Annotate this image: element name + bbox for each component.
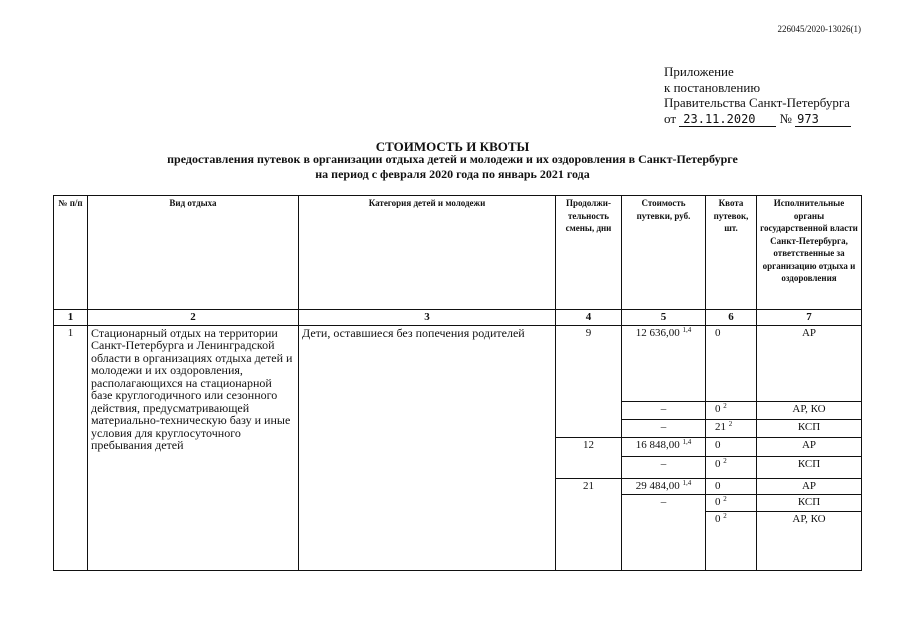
footnote-ref: 2 — [723, 511, 727, 520]
quota-cell — [706, 456, 757, 478]
authority-cell: КСП — [757, 494, 862, 511]
document-title: СТОИМОСТЬ И КВОТЫ — [375, 139, 530, 154]
quota-value: 0 — [715, 438, 721, 451]
quota-cell — [706, 419, 757, 437]
duration-days: 21 — [556, 478, 622, 570]
table-row — [54, 325, 862, 401]
header-duration: Продолжи-тельность смены, дни — [556, 196, 622, 310]
quota-value: 0 — [715, 457, 721, 470]
footnote-ref: 1,4 — [682, 325, 692, 334]
column-number: 5 — [622, 310, 706, 326]
quota-cell — [706, 494, 757, 511]
column-number: 7 — [757, 310, 862, 326]
quota-cell — [706, 511, 757, 570]
cost-value: 29 484,00 — [635, 479, 680, 492]
authority-cell: АР — [757, 478, 862, 494]
document-subtitle-1: предоставления путевок в организации отдыха детей и молодежи и их оздоровления в Санкт-Петербурге — [167, 152, 738, 166]
cost-dash: – — [622, 419, 706, 437]
cost-cell — [622, 478, 706, 494]
footnote-ref: 2 — [723, 401, 727, 410]
column-number: 4 — [556, 310, 622, 326]
row-number: 1 — [54, 325, 88, 570]
footnote-ref: 2 — [728, 419, 733, 428]
appendix-line-1: Приложение — [664, 64, 734, 79]
header-cost: Стоимость путевки, руб. — [622, 196, 706, 310]
youth-category: Дети, оставшиеся без попечения родителей — [299, 325, 556, 570]
authority-cell: АР, КО — [757, 401, 862, 419]
number-prefix: № — [779, 110, 792, 126]
resolution-date: 23.11.2020 — [679, 113, 776, 127]
authority-cell: АР — [757, 437, 862, 456]
header-category: Категория детей и молодежи — [299, 196, 556, 310]
authority-cell: АР — [757, 325, 862, 401]
quota-cell — [706, 437, 757, 456]
quota-value: 0 — [715, 402, 721, 415]
recreation-kind: Стационарный отдых на территории Санкт-Петербурга и Ленинградской области в организациях отдыха детей и молодежи и их оздоровления, располагающихся на стационарной базе круглогодичного или сезонного действия, предусматривающей материально-техническую базу и иные условия для круглосуточного пребывания детей — [88, 325, 299, 570]
cost-quota-table — [53, 195, 862, 571]
document-subtitle-2: на период с февраля 2020 года по январь 2021 года — [315, 167, 590, 181]
cost-value: 16 848,00 — [635, 438, 680, 451]
footnote-ref: 2 — [723, 456, 727, 465]
duration-days: 9 — [556, 325, 622, 437]
header-number: № п/п — [54, 196, 88, 310]
duration-days: 12 — [556, 437, 622, 478]
quota-value: 0 — [715, 512, 721, 525]
header-authority: Исполнительные органы государственной власти Санкт-Петербурга, ответственные за организацию отдыха и оздоровления — [757, 196, 862, 310]
appendix-line-3: Правительства Санкт-Петербурга — [664, 95, 850, 110]
authority-cell: АР, КО — [757, 511, 862, 570]
cost-cell — [622, 325, 706, 401]
quota-cell — [706, 401, 757, 419]
header-kind: Вид отдыха — [88, 196, 299, 310]
column-number: 2 — [88, 310, 299, 326]
quota-value: 0 — [715, 326, 721, 339]
quota-cell — [706, 478, 757, 494]
date-prefix: от — [664, 110, 677, 126]
appendix-date-line — [664, 111, 851, 127]
authority-cell: КСП — [757, 419, 862, 437]
quota-value: 0 — [715, 479, 721, 492]
column-number: 3 — [299, 310, 556, 326]
appendix-block — [664, 64, 851, 127]
quota-value: 0 — [715, 495, 721, 508]
header-quota: Квота путевок, шт. — [706, 196, 757, 310]
footnote-ref: 1,4 — [682, 478, 692, 487]
column-number: 6 — [706, 310, 757, 326]
column-number: 1 — [54, 310, 88, 326]
quota-value: 21 — [715, 420, 726, 433]
footnote-ref: 1,4 — [682, 437, 692, 446]
authority-cell: КСП — [757, 456, 862, 478]
document-number: 226045/2020-13026(1) — [777, 24, 861, 34]
cost-dash: – — [622, 456, 706, 478]
cost-value: 12 636,00 — [635, 326, 680, 339]
header-row — [54, 196, 862, 310]
cost-cell — [622, 437, 706, 456]
column-number-row — [54, 310, 862, 326]
appendix-line-2: к постановлению — [664, 79, 761, 95]
resolution-number: 973 — [795, 113, 851, 127]
cost-dash: – — [622, 401, 706, 419]
cost-dash: – — [622, 494, 706, 570]
footnote-ref: 2 — [723, 494, 727, 503]
quota-cell — [706, 325, 757, 401]
